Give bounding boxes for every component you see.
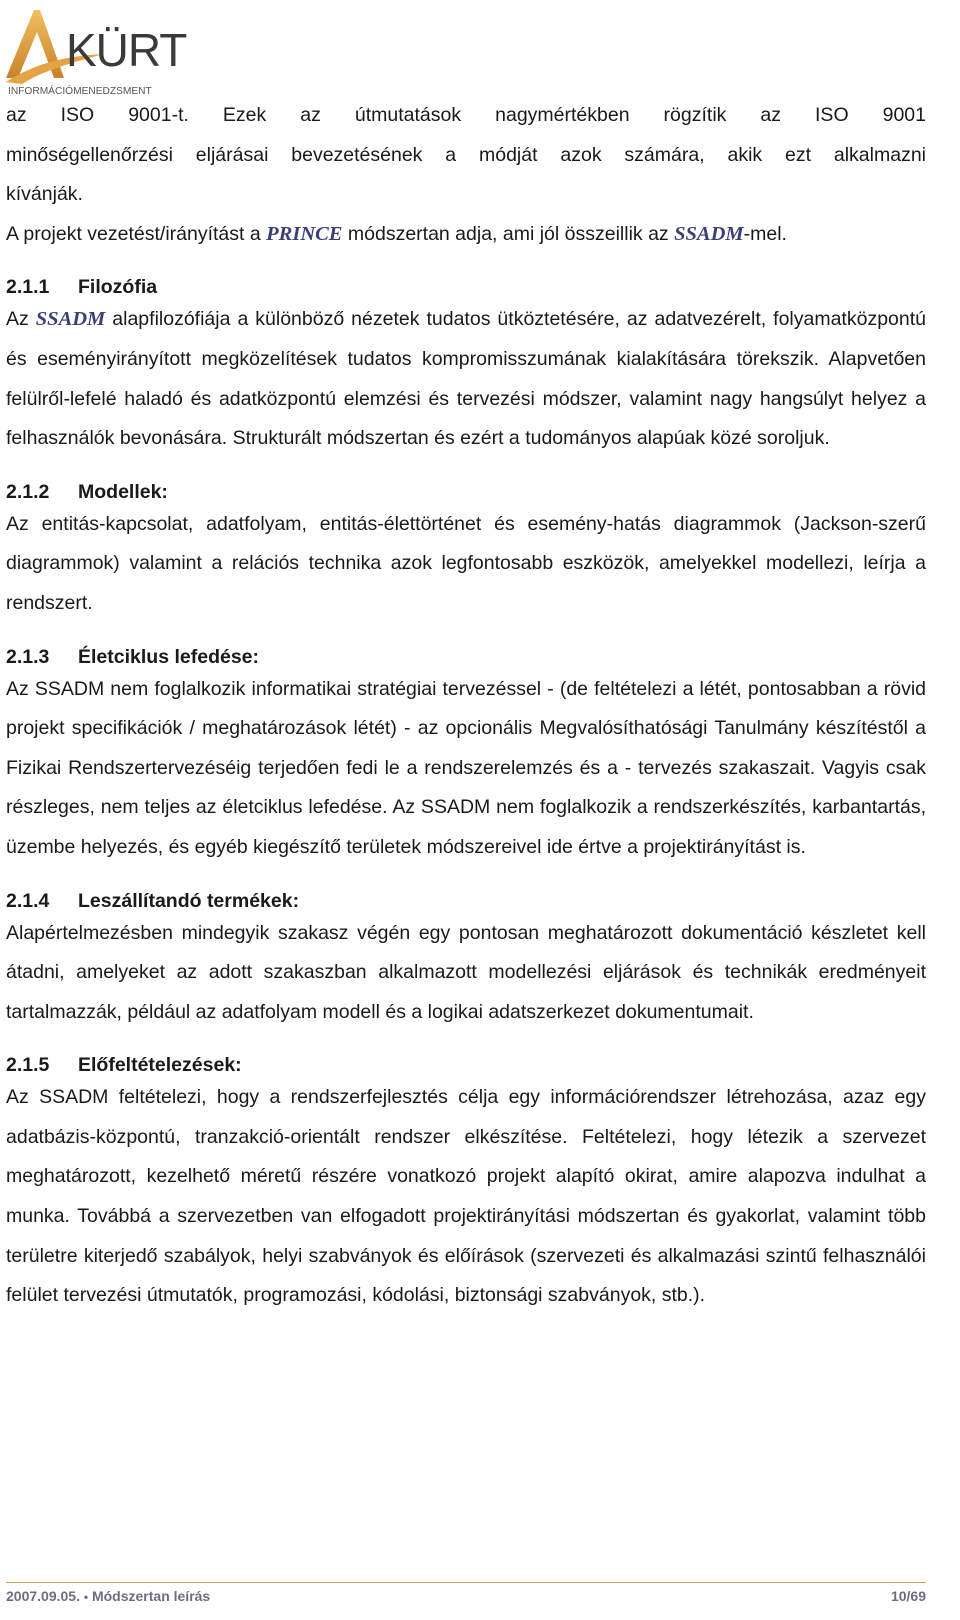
logo-name: KÜRT: [66, 24, 187, 76]
kurt-logo: [4, 4, 200, 96]
document-body: [6, 96, 926, 1316]
ssadm-term: SSADM: [35, 308, 106, 331]
footer-left: [6, 1588, 210, 1604]
section-heading-2-1-1: 2.1.1 Filozófia: [6, 276, 158, 299]
footer-date: 2007.09.05.: [6, 1588, 80, 1604]
footer-separator: •: [83, 1590, 89, 1604]
section-text-2-1-4: Alapértelmezésben mindegyik szakasz végén egy pontosan meghatározott dokumentáció készletet kell átadni, amelyeket az adott szakaszban alkalmazott modellezési eljárások és technikák eredményeit tartalmazzák, például az adatfolyam modell és a logikai adatszerkezet dokumentumait.: [6, 921, 926, 1023]
ssadm-term: SSADM: [674, 222, 744, 245]
footer-doc-title: Módszertan leírás: [91, 1588, 211, 1604]
section-text-2-1-3: Az SSADM nem foglalkozik informatikai stratégiai tervezéssel - (de feltételezi a létét, pontosabban a rövid projekt specifikációk / meghatározások létét) - az opcionális Megvalósíthatósági Tanulmány készítéstől a Fizikai Rendszertervezéséig terjedően fedi le a rendszerelemzés és a - tervezés szakaszait. Vagyis csak részleges, nem teljes az életciklus lefedése. Az SSADM nem foglalkozik a rendszerkészítés, karbantartás, üzembe helyezés, és egyéb kiegészítő területek módszereivel ide értve a projektirányítást is.: [6, 677, 926, 858]
section-heading-2-1-3: 2.1.3 Életciklus lefedése:: [6, 645, 260, 668]
section-heading-2-1-4: 2.1.4 Leszállítandó termékek:: [6, 889, 300, 912]
section-heading-2-1-2: 2.1.2 Modellek:: [6, 480, 168, 503]
section-text-2-1-5: Az SSADM feltételezi, hogy a rendszerfejlesztés célja egy információrendszer létrehozása, azaz egy adatbázis-központú, tranzakció-orientált rendszer elkészítése. Feltételezi, hogy létezik a szervezet meghatározott, kezelhető méretű részére vonatkozó projekt alapító okirat, amire alapozva indulhat a munka. Továbbá a szervezetben van elfogadott projektirányítási módszertan és gyakorlat, valamint több területre kiterjedő szabályok, helyi szabványok és előírások (szervezeti és alkalmazási szintű felhasználói felület tervezési útmutatók, programozási, kódolási, biztonsági szabványok, stb.).: [6, 1086, 926, 1307]
intro-line-3: kívánják.: [6, 183, 83, 206]
section-text-2-1-1: Az SSADM alapfilozófiája a különböző nézetek tudatos ütköztetésére, az adatvezérelt, folyamatközpontú és eseményirányított megközelítések tudatos kompromisszumának kialakítására törekszik. Alapvetően felülről-lefelé haladó és adatközpontú elemzési és tervezési módszer, valamint nagy hangsúlyt helyez a felhasználók bevonására. Strukturált módszertan és ezért a tudományos alapúak közé soroljuk.: [6, 308, 926, 450]
page-number: 10/69: [890, 1588, 926, 1604]
page-footer: [6, 1582, 926, 1604]
section-text-2-1-2: Az entitás-kapcsolat, adatfolyam, entitás-élettörténet és esemény-hatás diagrammok (Jackson-szerű diagrammok) valamint a relációs technika azok legfontosabb eszközök, amelyekkel modellezi, leírja a rendszert.: [6, 512, 926, 614]
section-heading-2-1-5: 2.1.5 Előfeltételezések:: [6, 1054, 242, 1077]
intro-line-2: minőségellenőrzési eljárásai bevezetésének a módját azok számára, akik ezt alkalmazni: [6, 143, 926, 166]
intro-line-1: az ISO 9001-t. Ezek az útmutatások nagymértékben rögzítik az ISO 9001: [6, 104, 926, 126]
logo-subtitle: INFORMÁCIÓMENEDZSMENT: [8, 86, 152, 96]
intro-line-4: A projekt vezetést/irányítást a PRINCE módszertan adja, ami jól összeillik az SSADM-mel.: [6, 222, 787, 245]
prince-term: PRINCE: [266, 222, 343, 245]
